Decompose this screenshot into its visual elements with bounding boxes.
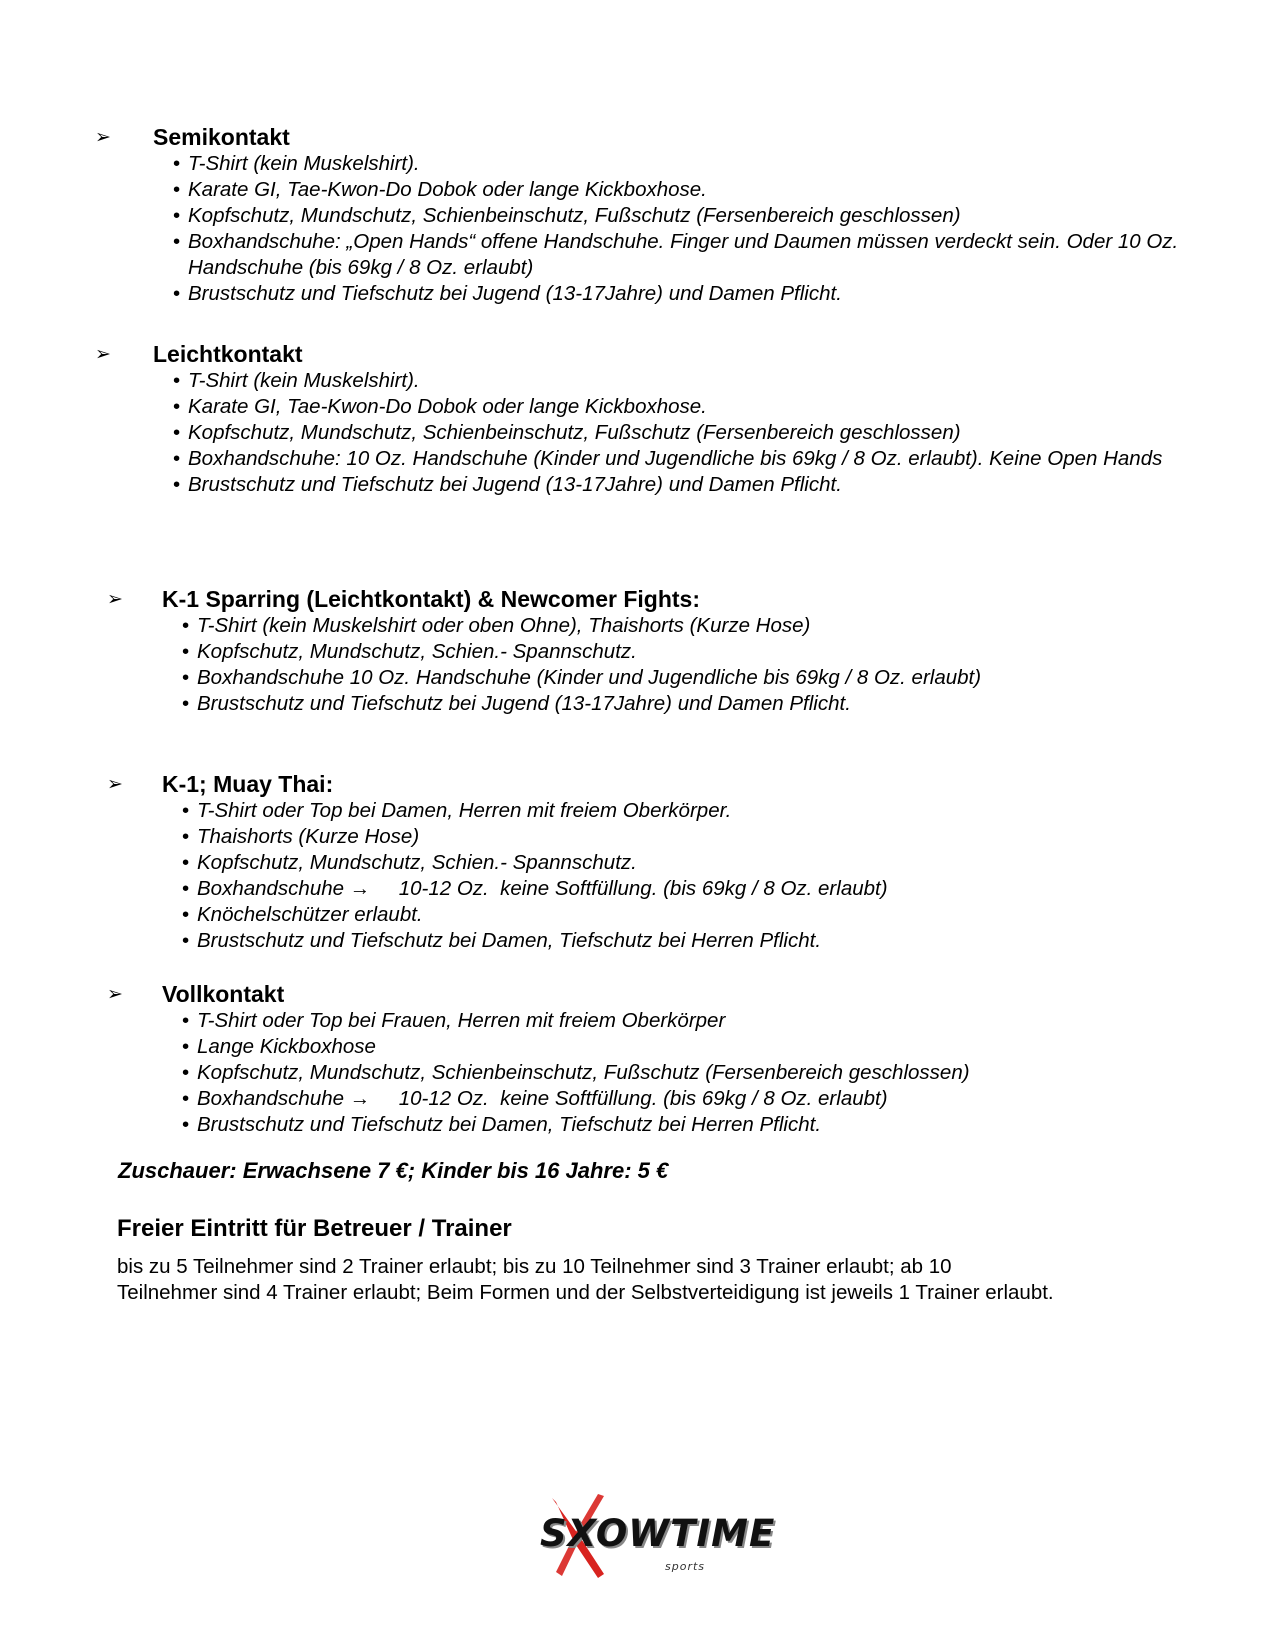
free-entry-heading: Freier Eintritt für Betreuer / Trainer [117, 1215, 512, 1242]
bullet-icon: • [182, 1113, 190, 1136]
list-item: • Lange Kickboxhose [182, 1035, 376, 1058]
bullet-icon: • [182, 640, 190, 663]
arrow-bullet-icon: ➢ [95, 126, 111, 148]
list-item: • T-Shirt (kein Muskelshirt oder oben Ohne), Thaishorts (Kurze Hose) [182, 614, 811, 637]
section-title: K-1 Sparring (Leichtkontakt) & Newcomer Fights: [162, 586, 701, 612]
list-item: • Brustschutz und Tiefschutz bei Jugend (13-17Jahre) und Damen Pflicht. [173, 473, 842, 496]
bullet-icon: • [182, 825, 190, 848]
bullet-icon: • [173, 282, 181, 305]
bullet-icon: • [173, 395, 181, 418]
list-item: • Kopfschutz, Mundschutz, Schien.- Spannschutz. [182, 851, 637, 874]
arrow-bullet-icon: ➢ [95, 343, 111, 365]
section-title: Semikontakt [153, 124, 290, 150]
list-item: • T-Shirt oder Top bei Damen, Herren mit freiem Oberkörper. [182, 799, 732, 822]
bullet-icon: • [182, 1061, 190, 1084]
list-item: • Knöchelschützer erlaubt. [182, 903, 423, 926]
bullet-icon: • [182, 666, 190, 689]
list-item: • Kopfschutz, Mundschutz, Schienbeinschutz, Fußschutz (Fersenbereich geschlossen) [173, 204, 961, 227]
list-item: • Karate GI, Tae-Kwon-Do Dobok oder lange Kickboxhose. [173, 395, 707, 418]
logo-subtitle: sports [665, 1560, 706, 1573]
section-leichtkontakt [95, 340, 1245, 498]
list-item: • Brustschutz und Tiefschutz bei Jugend (13-17Jahre) und Damen Pflicht. [182, 692, 851, 715]
free-entry-text: bis zu 5 Teilnehmer sind 2 Trainer erlaubt; bis zu 10 Teilnehmer sind 3 Trainer erlaubt; ab 10 Teilnehmer sind 4 Trainer erlaubt; Beim Formen und der Selbstverteidigung ist jeweils 1 Trainer erlaubt. [117, 1255, 1054, 1304]
bullet-icon: • [182, 851, 190, 874]
bullet-icon: • [182, 903, 190, 926]
list-item: • Kopfschutz, Mundschutz, Schienbeinschutz, Fußschutz (Fersenbereich geschlossen) [182, 1061, 970, 1084]
list-item: • Boxhandschuhe: 10 Oz. Handschuhe (Kinder und Jugendliche bis 69kg / 8 Oz. erlaubt). Keine Open Hands [173, 447, 1163, 470]
bullet-icon: • [182, 692, 190, 715]
section-vollkontakt [107, 980, 1237, 1138]
list-item: • Brustschutz und Tiefschutz bei Damen, Tiefschutz bei Herren Pflicht. [182, 1113, 822, 1136]
bullet-icon: • [182, 877, 190, 900]
bullet-icon: • [182, 1009, 190, 1032]
showtime-sports-logo [540, 1508, 776, 1588]
bullet-icon: • [173, 178, 181, 201]
arrow-bullet-icon: ➢ [107, 983, 123, 1005]
section-semikontakt [95, 123, 1245, 307]
spectator-prices: Zuschauer: Erwachsene 7 €; Kinder bis 16 Jahre: 5 € [118, 1158, 669, 1183]
bullet-icon: • [182, 1035, 190, 1058]
bullet-icon: • [182, 799, 190, 822]
list-item: • Boxhandschuhe → 10-12 Oz. keine Softfüllung. (bis 69kg / 8 Oz. erlaubt) [182, 1087, 888, 1110]
arrow-bullet-icon: ➢ [107, 588, 123, 610]
bullet-icon: • [173, 473, 181, 496]
list-item: • Kopfschutz, Mundschutz, Schien.- Spannschutz. [182, 640, 637, 663]
arrow-bullet-icon: ➢ [107, 773, 123, 795]
bullet-icon: • [173, 447, 181, 470]
list-item: • Kopfschutz, Mundschutz, Schienbeinschutz, Fußschutz (Fersenbereich geschlossen) [173, 421, 961, 444]
section-title: K-1; Muay Thai: [162, 771, 334, 797]
bullet-icon: • [173, 230, 181, 253]
bullet-icon: • [182, 614, 190, 637]
section-k1-muay-thai [107, 770, 1237, 954]
list-item: • T-Shirt oder Top bei Frauen, Herren mit freiem Oberkörper [182, 1009, 726, 1032]
section-title: Vollkontakt [162, 981, 285, 1007]
list-item: • Boxhandschuhe → 10-12 Oz. keine Softfüllung. (bis 69kg / 8 Oz. erlaubt) [182, 877, 888, 900]
list-item: • Brustschutz und Tiefschutz bei Damen, Tiefschutz bei Herren Pflicht. [182, 929, 822, 952]
bullet-icon: • [173, 204, 181, 227]
bullet-icon: • [182, 929, 190, 952]
list-item: • Karate GI, Tae-Kwon-Do Dobok oder lange Kickboxhose. [173, 178, 707, 201]
bullet-icon: • [182, 1087, 190, 1110]
list-item: • Boxhandschuhe 10 Oz. Handschuhe (Kinder und Jugendliche bis 69kg / 8 Oz. erlaubt) [182, 666, 982, 689]
list-item: • Brustschutz und Tiefschutz bei Jugend (13-17Jahre) und Damen Pflicht. [173, 282, 842, 305]
list-item: • Boxhandschuhe: „Open Hands“ offene Handschuhe. Finger und Daumen müssen verdeckt sein. Oder 10 Oz. Handschuhe (bis 69kg / 8 Oz. erlaubt) [173, 230, 1179, 279]
bullet-icon: • [173, 369, 181, 392]
list-item: • T-Shirt (kein Muskelshirt). [173, 152, 420, 175]
list-item: • Thaishorts (Kurze Hose) [182, 825, 420, 848]
bullet-icon: • [173, 421, 181, 444]
logo-wordmark: SXOWTIME [540, 1512, 776, 1555]
list-item: • T-Shirt (kein Muskelshirt). [173, 369, 420, 392]
bullet-icon: • [173, 152, 181, 175]
section-title: Leichtkontakt [153, 341, 303, 367]
section-k1-sparring [107, 585, 1237, 717]
